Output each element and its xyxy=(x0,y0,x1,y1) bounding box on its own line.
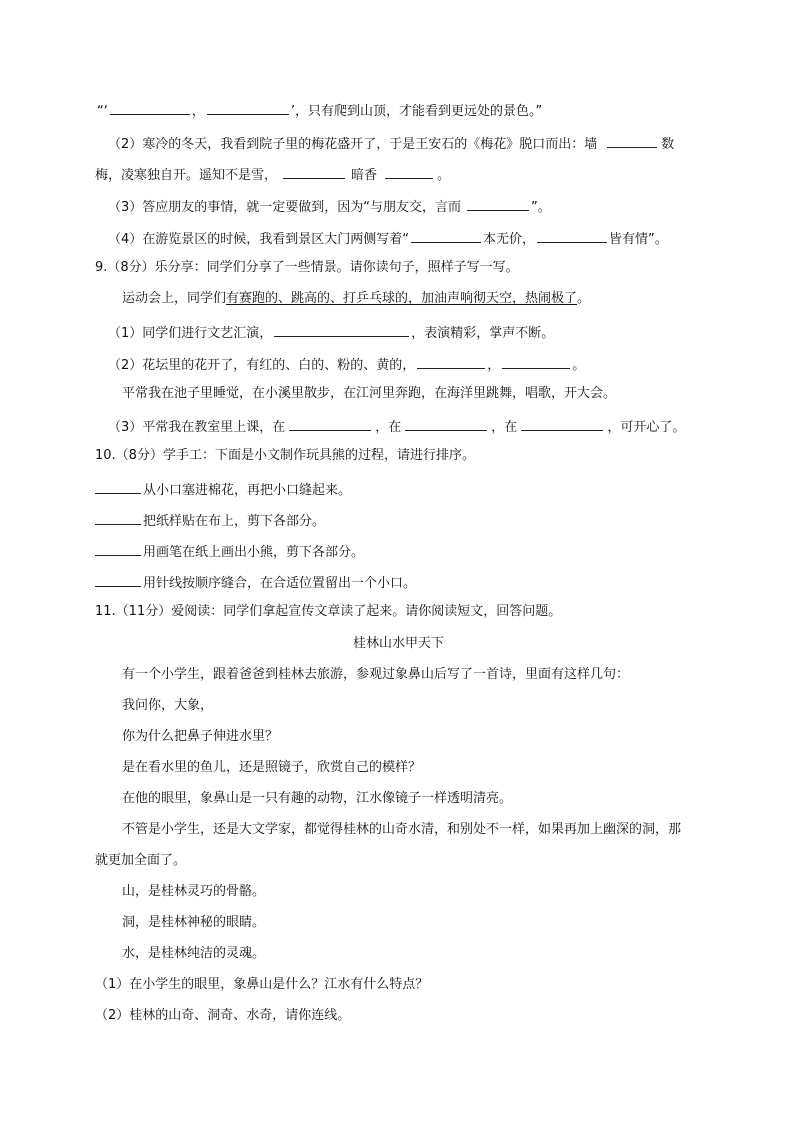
answer-blank[interactable] xyxy=(537,229,607,243)
q8-line2: （2）寒冷的冬天，我看到院子里的梅花盛开了，于是王安石的《梅花》脱口而出：墙 数 xyxy=(108,134,674,153)
answer-blank[interactable] xyxy=(95,573,141,587)
q10-title: 10.（8分）学手工：下面是小文制作玩具熊的过程，请进行排序。 xyxy=(95,448,475,463)
q10-step: 从小口塞进棉花，再把小口缝起来。 xyxy=(95,480,351,499)
q9-example: 运动会上，同学们有赛跑的、跳高的、打乒乓球的，加油声响彻天空，热闹极了。 xyxy=(122,291,591,306)
passage-paragraph: 在他的眼里，象鼻山是一只有趣的动物，江水像镜子一样透明清亮。 xyxy=(122,791,513,806)
passage-sentence: 水，是桂林纯洁的灵魂。 xyxy=(122,946,266,961)
poem-line: 是在看水里的鱼儿，还是照镜子，欣赏自己的模样？ xyxy=(122,760,422,775)
answer-blank[interactable] xyxy=(207,101,289,115)
poem-line: 你为什么把鼻子伸进水里？ xyxy=(122,729,279,744)
q11-title: 11.（11分）爱阅读：同学们拿起宣传文章读了起来。请你阅读短文，回答问题。 xyxy=(95,604,562,619)
answer-blank[interactable] xyxy=(417,355,485,369)
answer-blank[interactable] xyxy=(95,542,141,556)
answer-blank[interactable] xyxy=(411,229,481,243)
q10-step: 用画笔在纸上画出小熊，剪下各部分。 xyxy=(95,542,364,561)
answer-blank[interactable] xyxy=(95,511,141,525)
answer-blank[interactable] xyxy=(95,480,141,494)
q8-line5: （4）在游览景区的时候，我看到景区大门两侧写着“ 本无价， 皆有情”。 xyxy=(108,229,668,248)
answer-blank[interactable] xyxy=(110,101,190,115)
answer-blank[interactable] xyxy=(289,417,371,431)
q10-step: 把纸样贴在布上，剪下各部分。 xyxy=(95,511,325,530)
passage-paragraph: 就更加全面了。 xyxy=(95,853,187,868)
q9-example2: 平常我在池子里睡觉，在小溪里散步，在江河里奔跑，在海洋里跳舞，唱歌，开大会。 xyxy=(122,386,617,401)
passage-sentence: 洞，是桂林神秘的眼睛。 xyxy=(122,915,266,930)
passage-paragraph: 有一个小学生，跟着爸爸到桂林去旅游，参观过象鼻山后写了一首诗，里面有这样几句： xyxy=(122,667,630,682)
answer-blank[interactable] xyxy=(283,165,345,179)
q8-line1: “‘ ， ’，只有爬到山顶，才能看到更远处的景色。” xyxy=(97,101,542,120)
q8-line4: （3）答应朋友的事情，就一定要做到，因为“与朋友交，言而 ”。 xyxy=(108,197,551,216)
answer-blank[interactable] xyxy=(274,323,409,337)
passage-title: 桂林山水甲天下 xyxy=(353,636,445,651)
q9-title: 9.（8分）乐分享：同学们分享了一些情景。请你读句子，照样子写一写。 xyxy=(95,260,519,275)
answer-blank[interactable] xyxy=(405,417,487,431)
q11-question: （2）桂林的山奇、洞奇、水奇，请你连线。 xyxy=(95,1008,351,1023)
answer-blank[interactable] xyxy=(385,165,433,179)
poem-line: 我问你，大象， xyxy=(122,698,214,713)
passage-sentence: 山，是桂林灵巧的骨骼。 xyxy=(122,884,266,899)
answer-blank[interactable] xyxy=(502,355,570,369)
q9-item3: （3）平常我在教室里上课，在 ，在 ，在 ，可开心了。 xyxy=(108,417,685,436)
passage-paragraph: 不管是小学生，还是大文学家，都觉得桂林的山奇水清，和别处不一样，如果再加上幽深的洞，那 xyxy=(122,822,682,837)
answer-blank[interactable] xyxy=(607,134,657,148)
q9-item1: （1）同学们进行文艺汇演， ，表演精彩，掌声不断。 xyxy=(108,323,554,342)
q11-question: （1）在小学生的眼里，象鼻山是什么？江水有什么特点？ xyxy=(95,977,429,992)
q9-item2: （2）花坛里的花开了，有红的、白的、粉的、黄的， ， 。 xyxy=(108,355,585,374)
q8-line3: 梅，凌寒独自开。遥知不是雪， 暗香 。 xyxy=(95,165,450,184)
q10-step: 用针线按顺序缝合，在合适位置留出一个小口。 xyxy=(95,573,416,592)
answer-blank[interactable] xyxy=(521,417,603,431)
answer-blank[interactable] xyxy=(467,197,529,211)
